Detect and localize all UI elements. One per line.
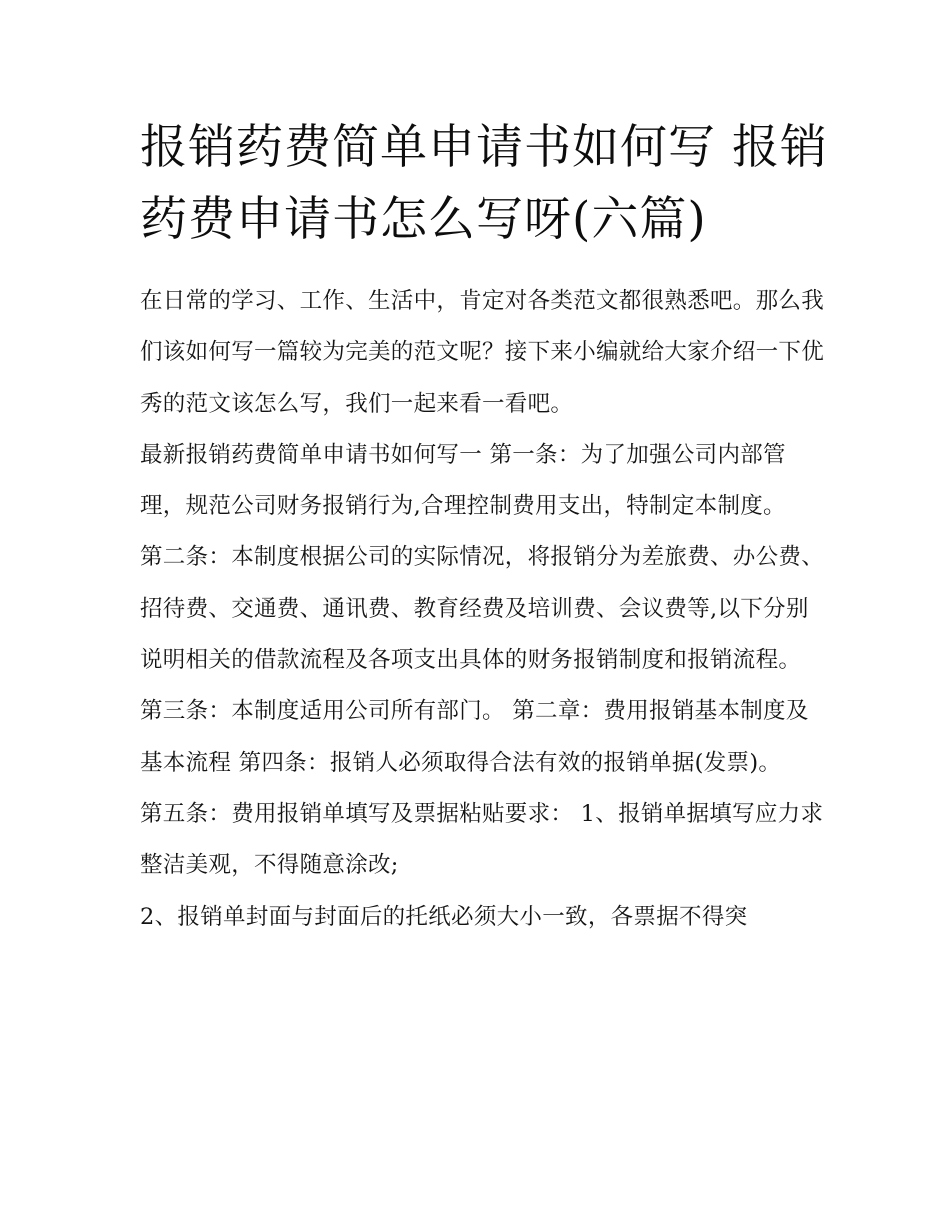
paragraph-article-1: 最新报销药费简单申请书如何写一 第一条：为了加强公司内部管理，规范公司财务报销行为,合理控制费用支出，特制定本制度。 bbox=[140, 441, 786, 520]
paragraph-intro: 在日常的学习、工作、生活中，肯定对各类范文都很熟悉吧。那么我们该如何写一篇较为完美的范文呢？接下来小编就给大家介绍一下优秀的范文该怎么写，我们一起来看一看吧。 bbox=[140, 288, 825, 417]
document-title: 报销药费简单申请书如何写 报销药费申请书怎么写呀(六篇) bbox=[140, 120, 828, 247]
paragraph-article-3-4: 第三条：本制度适用公司所有部门。 第二章：费用报销基本制度及基本流程 第四条：报销人必须取得合法有效的报销单据(发票)。 bbox=[140, 698, 809, 776]
paragraph-article-5: 第五条：费用报销单填写及票据粘贴要求： 1、报销单据填写应力求整洁美观，不得随意涂改; bbox=[140, 800, 824, 879]
document-body bbox=[140, 276, 830, 943]
paragraph-item-2: 2、报销单封面与封面后的托纸必须大小一致，各票据不得突 bbox=[140, 903, 748, 930]
paragraph-article-2: 第二条：本制度根据公司的实际情况，将报销分为差旅费、办公费、招待费、交通费、通讯费、教育经费及培训费、会议费等,以下分别说明相关的借款流程及各项支出具体的财务报销制度和报销流程。 bbox=[140, 544, 825, 674]
